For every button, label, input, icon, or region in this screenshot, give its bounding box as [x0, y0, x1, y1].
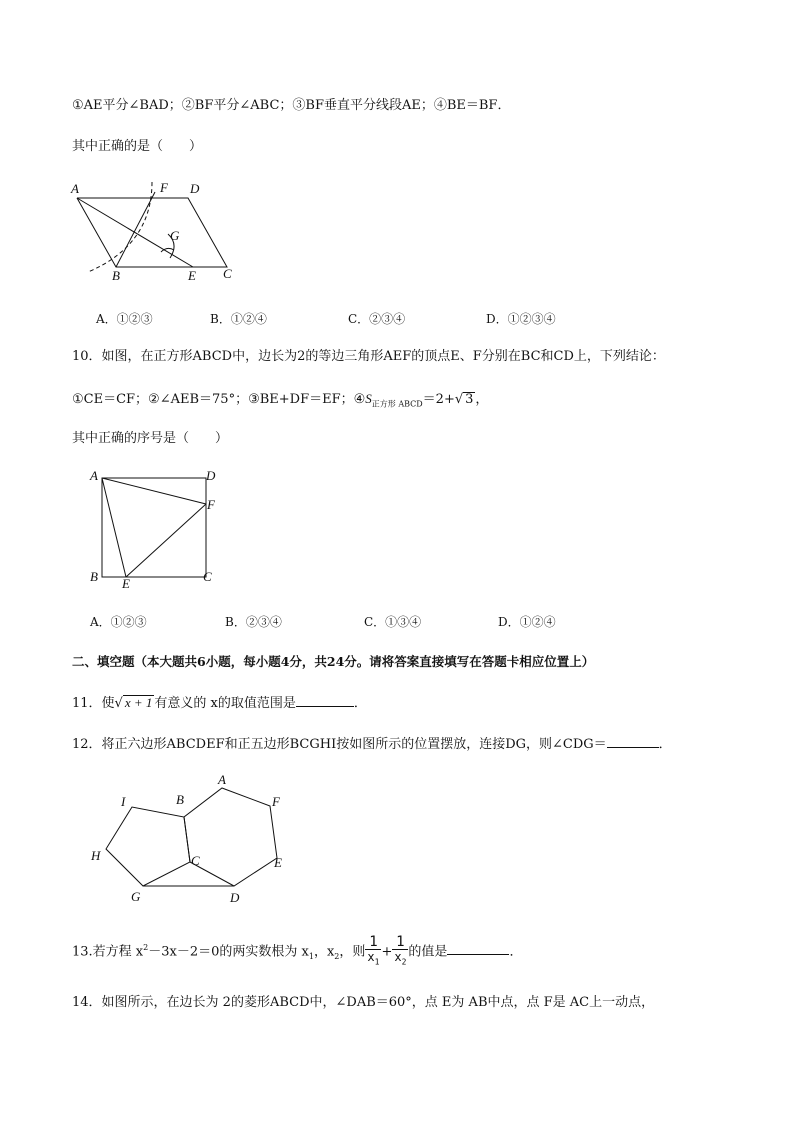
q13-mid: －3x－2＝0的两实数根为 x — [148, 944, 309, 960]
q9-figure — [64, 170, 254, 285]
q13-sub1: 1 — [308, 951, 314, 961]
q10-option-a[interactable]: A．①②③ — [90, 615, 147, 629]
q9-option-c[interactable]: C．②③④ — [348, 312, 406, 326]
q10-label-B: B — [90, 569, 98, 584]
q10-square — [102, 478, 206, 577]
q10-label-D: D — [206, 468, 216, 483]
q13-pre: 13.若方程 x — [72, 944, 144, 960]
q9-label-B: B — [112, 268, 120, 283]
q9-label-G: G — [170, 228, 180, 243]
q10-label-C: C — [203, 569, 212, 584]
q10-figure — [84, 466, 224, 594]
q11-answer-blank[interactable] — [296, 694, 354, 707]
q12-pentagon — [106, 807, 190, 886]
q9-statements: ①AE平分∠BAD；②BF平分∠ABC；③BF垂直平分线段AE；④BE＝BF． — [72, 98, 511, 113]
q10-segment-EF — [126, 504, 206, 577]
q13-fraction-1: $\frac{1}{x_1}$ — [367, 933, 380, 967]
q13-plus: + — [381, 944, 393, 960]
q13-then: ，则 — [339, 944, 366, 960]
q9-option-a[interactable]: A．①②③ — [96, 312, 153, 326]
q14-stem: 14．如图所示，在边长为 2的菱形ABCD中，∠DAB＝60°，点 E为 AB中点，点 F是 AC上一动点， — [72, 995, 655, 1010]
q10-segment-AE — [102, 478, 126, 577]
q12-label-F: F — [272, 794, 280, 809]
q10-conclusion-text: ①CE＝CF；②∠AEB＝75°；③BE+DF＝EF；④ — [72, 392, 366, 407]
q10-label-A: A — [90, 468, 98, 483]
q9-option-b[interactable]: B．①②④ — [210, 312, 267, 326]
q13-post: 的值是 — [408, 944, 448, 960]
q9-label-C: C — [223, 266, 232, 281]
section-2-heading: 二、填空题（本大题共6小题，每小题4分，共24分。请将答案直接填写在答题卡相应位置上） — [72, 654, 595, 669]
q11-post: 有意义的 x的取值范围是 — [154, 696, 296, 711]
q9-parallelogram — [77, 198, 227, 267]
q10-conclusions: ①CE＝CF；②∠AEB＝75°；③BE+DF＝EF；$④S_{正方形 ABCD}=2+√$ 3 ， — [72, 391, 489, 409]
q12-label-A: A — [218, 772, 226, 787]
q12-label-I: I — [121, 794, 126, 809]
q9-option-d[interactable]: D．①②③④ — [486, 312, 556, 326]
q12-hexagon — [184, 788, 277, 886]
q11-radicand: x + 1 — [124, 695, 153, 710]
q13-answer-blank[interactable] — [447, 942, 509, 955]
q10-area-subscript: 正方形 ABCD — [371, 399, 423, 409]
q13-fraction-2: $\frac{1}{x_2}$ — [394, 933, 407, 967]
q12-answer-blank[interactable] — [607, 735, 659, 748]
q9-prompt: 其中正确的是（ ） — [72, 139, 203, 154]
q13 — [72, 928, 522, 968]
q12-label-D: D — [230, 890, 240, 905]
q10-area-eq: ＝2+ — [422, 392, 455, 407]
q10-end: ， — [475, 392, 489, 407]
q10-option-c[interactable]: C．①③④ — [364, 615, 422, 629]
q10-prompt: 其中正确的序号是（ ） — [72, 431, 229, 446]
q12-label-G: G — [131, 889, 141, 904]
q10-stem: 10．如图，在正方形ABCD中，边长为2的等边三角形AEF的顶点E、F分别在BC和CD上，下列结论： — [72, 349, 665, 364]
q11: 11．使√ x + 1 有意义的 x的取值范围是 ． — [72, 695, 367, 711]
q12-end: ． — [658, 737, 672, 752]
q9-label-E: E — [188, 268, 196, 283]
q9-label-A: A — [71, 181, 79, 196]
q12 — [72, 735, 672, 754]
q10-area-symbol: S — [365, 391, 372, 406]
q9-label-D: D — [190, 181, 200, 196]
q11-pre: 11．使 — [72, 696, 115, 711]
q10-label-E: E — [122, 576, 130, 591]
q12-text: 12．将正六边形ABCDEF和正五边形BCGHI按如图所示的位置摆放，连接DG，则∠CDG＝ — [72, 737, 607, 752]
q12-label-E: E — [274, 855, 282, 870]
q13-sup: 2 — [143, 943, 149, 952]
q9-label-F: F — [160, 180, 168, 195]
q10-sqrt-3: 3 — [465, 392, 474, 407]
q12-label-B: B — [176, 792, 184, 807]
q9-segment-BF — [116, 192, 155, 267]
q12-label-H: H — [91, 848, 101, 863]
q10-option-d[interactable]: D．①②④ — [498, 615, 556, 629]
q13-sub2: 2 — [334, 951, 340, 961]
q13-end: ． — [509, 944, 523, 960]
q10-option-b[interactable]: B．②③④ — [225, 615, 282, 629]
q13-comma: ，x — [313, 944, 335, 960]
q11-end: ． — [353, 696, 367, 711]
q10-segment-AF — [102, 478, 206, 504]
q12-label-C: C — [191, 853, 200, 868]
q12-figure — [84, 770, 304, 906]
q10-label-F: F — [207, 497, 215, 512]
